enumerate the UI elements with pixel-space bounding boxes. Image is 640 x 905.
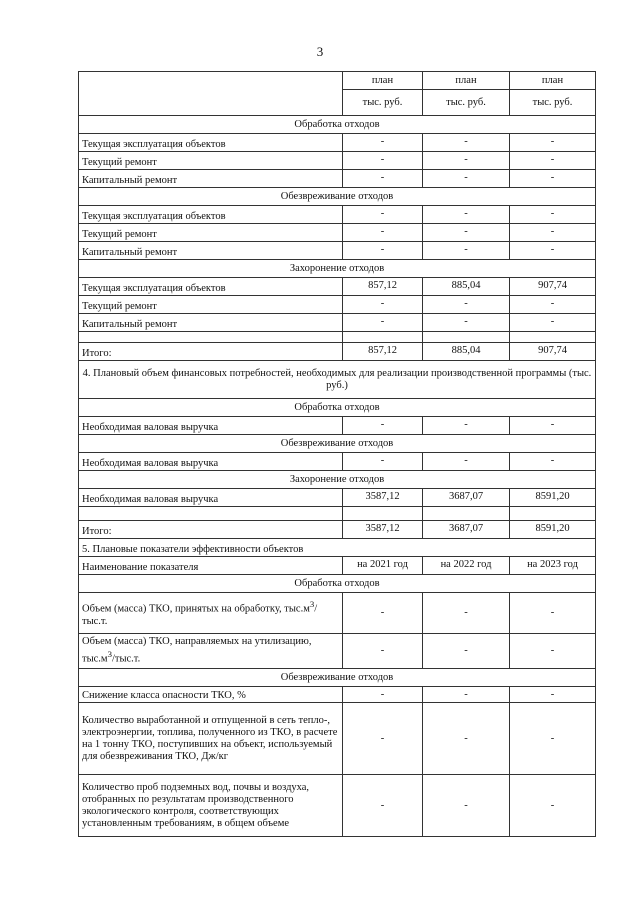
value-cell: - (510, 170, 596, 188)
page-number: 3 (316, 44, 324, 59)
value-cell: - (343, 134, 423, 152)
indicator-label: Количество проб подземных вод, почвы и воздуха, отобранных по результатам производственного экологического контроля, соответствующих установленным требованиям, в общем объеме (79, 775, 343, 837)
value-cell: - (510, 593, 596, 634)
header-row-plan (79, 72, 596, 90)
value-cell: - (510, 206, 596, 224)
table-row (79, 314, 596, 332)
row-label: Капитальный ремонт (79, 314, 343, 332)
header-blank-cell (79, 72, 343, 116)
row-label: Текущий ремонт (79, 296, 343, 314)
year-header: на 2022 год (423, 557, 510, 575)
value-cell: - (510, 417, 596, 435)
header-plan: план (423, 72, 510, 90)
row-label: Текущая эксплуатация объектов (79, 278, 343, 296)
table-row (79, 278, 596, 296)
value-cell: - (343, 417, 423, 435)
table-row (79, 489, 596, 507)
table-row (79, 417, 596, 435)
section-title: Обезвреживание отходов (79, 188, 596, 206)
value-cell: - (343, 775, 423, 837)
total-row (79, 343, 596, 361)
value-cell: - (423, 703, 510, 775)
header-plan: план (343, 72, 423, 90)
value-cell: - (343, 296, 423, 314)
table-row (79, 453, 596, 471)
total-value: 3587,12 (343, 521, 423, 539)
value-cell: - (423, 206, 510, 224)
total-value: 8591,20 (510, 521, 596, 539)
value-cell: - (423, 296, 510, 314)
table-row (79, 593, 596, 634)
value-cell: - (510, 152, 596, 170)
row-label: Необходимая валовая выручка (79, 453, 343, 471)
value-cell: - (510, 314, 596, 332)
efficiency-heading: 5. Плановые показатели эффективности объектов (79, 539, 596, 557)
value-cell: - (343, 634, 423, 669)
total-label: Итого: (79, 343, 343, 361)
row-label: Текущая эксплуатация объектов (79, 206, 343, 224)
value-cell: - (510, 775, 596, 837)
value-cell: - (423, 453, 510, 471)
value-cell: - (343, 703, 423, 775)
value-cell: - (510, 134, 596, 152)
spacer-row (79, 332, 596, 343)
value-cell: - (510, 703, 596, 775)
value-cell: - (510, 453, 596, 471)
section-title: Обработка отходов (79, 575, 596, 593)
header-unit: тыс. руб. (510, 90, 596, 116)
section-title: Захоронение отходов (79, 471, 596, 489)
value-cell: - (423, 314, 510, 332)
table-row (79, 775, 596, 837)
table-row (79, 242, 596, 260)
value-cell: - (423, 242, 510, 260)
value-cell: - (423, 634, 510, 669)
header-plan: план (510, 72, 596, 90)
table-row (79, 703, 596, 775)
row-label: Капитальный ремонт (79, 242, 343, 260)
section-title: Обработка отходов (79, 399, 596, 417)
value-cell: - (423, 593, 510, 634)
value-cell: - (510, 687, 596, 703)
section-title: Обезвреживание отходов (79, 435, 596, 453)
row-label: Текущая эксплуатация объектов (79, 134, 343, 152)
indicator-name-header: Наименование показателя (79, 557, 343, 575)
table-row (79, 224, 596, 242)
total-value: 857,12 (343, 343, 423, 361)
table-row (79, 152, 596, 170)
value-cell: 8591,20 (510, 489, 596, 507)
value-cell: - (343, 152, 423, 170)
total-value: 3687,07 (423, 521, 510, 539)
value-cell: - (343, 453, 423, 471)
header-unit: тыс. руб. (423, 90, 510, 116)
section-title: Захоронение отходов (79, 260, 596, 278)
value-cell: - (423, 134, 510, 152)
total-value: 907,74 (510, 343, 596, 361)
year-header: на 2021 год (343, 557, 423, 575)
program-table (78, 71, 596, 837)
value-cell: - (423, 687, 510, 703)
value-cell: 907,74 (510, 278, 596, 296)
spacer-row (79, 507, 596, 521)
value-cell: - (343, 206, 423, 224)
value-cell: - (510, 634, 596, 669)
value-cell: - (343, 170, 423, 188)
total-value: 885,04 (423, 343, 510, 361)
value-cell: - (423, 417, 510, 435)
value-cell: - (510, 296, 596, 314)
section-title: Обработка отходов (79, 116, 596, 134)
indicator-label: Объем (масса) ТКО, принятых на обработку, $тыс.м^3/тыс.т$. (79, 593, 343, 634)
value-cell: - (423, 152, 510, 170)
value-cell: 857,12 (343, 278, 423, 296)
indicator-label: Снижение класса опасности ТКО, % (79, 687, 343, 703)
table-row (79, 134, 596, 152)
year-header: на 2023 год (510, 557, 596, 575)
section-title: Обезвреживание отходов (79, 669, 596, 687)
value-cell: - (343, 224, 423, 242)
value-cell: - (343, 593, 423, 634)
table-row (79, 634, 596, 669)
finance-heading: 4. Плановый объем финансовых потребностей, необходимых для реализации производственной программы (тыс. руб.) (79, 361, 596, 399)
value-cell: 885,04 (423, 278, 510, 296)
table-row (79, 170, 596, 188)
value-cell: - (343, 314, 423, 332)
row-label: Необходимая валовая выручка (79, 417, 343, 435)
row-label: Текущий ремонт (79, 152, 343, 170)
value-cell: - (423, 775, 510, 837)
total-row (79, 521, 596, 539)
value-cell: - (423, 224, 510, 242)
value-cell: - (510, 242, 596, 260)
row-label: Необходимая валовая выручка (79, 489, 343, 507)
row-label: Текущий ремонт (79, 224, 343, 242)
indicator-label: Количество выработанной и отпущенной в сеть тепло-, электроэнергии, топлива, полученного из ТКО, в расчете на 1 тонну ТКО, поступивших на объект, используемый для обезвреживания ТКО, Дж/кг (79, 703, 343, 775)
value-cell: - (343, 687, 423, 703)
total-label: Итого: (79, 521, 343, 539)
row-label: Капитальный ремонт (79, 170, 343, 188)
value-cell: - (510, 224, 596, 242)
table-row (79, 206, 596, 224)
value-cell: - (423, 170, 510, 188)
efficiency-header-row (79, 557, 596, 575)
value-cell: 3587,12 (343, 489, 423, 507)
table-row (79, 296, 596, 314)
indicator-label: Объем (масса) ТКО, направляемых на утилизацию, $тыс.м^3/тыс.т$. (79, 634, 343, 669)
table-row (79, 687, 596, 703)
value-cell: - (343, 242, 423, 260)
value-cell: 3687,07 (423, 489, 510, 507)
header-unit: тыс. руб. (343, 90, 423, 116)
